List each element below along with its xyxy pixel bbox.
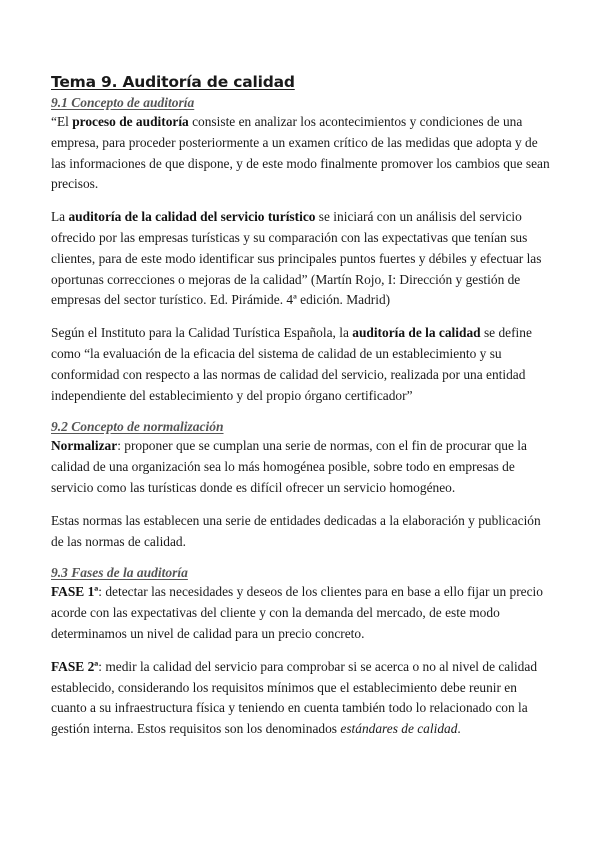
bold-term: auditoría de la calidad: [352, 325, 481, 341]
bold-term: FASE 2ª: [51, 658, 99, 674]
italic-term: estándares de calidad: [340, 721, 458, 737]
bold-term: Normalizar: [51, 438, 118, 454]
document-page: [51, 72, 551, 740]
paragraph-icte-definition: Según el Instituto para la Calidad Turística Española, la auditoría de la calidad se define como “la evaluación de la eficacia del sistema de calidad de un establecimiento y su conformidad con respecto a las normas de calidad del servicio, realizada por una entidad independiente del establecimiento y del propio órgano certificador”: [51, 325, 532, 403]
bold-term: auditoría de la calidad del servicio turístico: [68, 209, 316, 225]
section-heading-normalization: 9.2 Concepto de normalización: [51, 419, 224, 435]
paragraph-phase-2: FASE 2ª: medir la calidad del servicio para comprobar si se acerca o no al nivel de calidad establecido, considerando los requisitos mínimos que el establecimiento debe reunir en cuanto a su infraestructura física y teniendo en cuenta también todo lo relacionado con la gestión interna. Estos requisitos son los denominados estándares de calidad.: [51, 658, 538, 737]
section-heading-audit-phases: 9.3 Fases de la auditoría: [51, 565, 188, 581]
paragraph-phase-1: FASE 1ª: detectar las necesidades y deseos de los clientes para en base a ello fijar un precio acorde con las expectativas del cliente y con la demanda del mercado, de este modo determinamos un nivel de calidad para un precio concreto.: [51, 584, 543, 641]
paragraph-normalize-definition: Normalizar: proponer que se cumplan una serie de normas, con el fin de procurar que la calidad de una organización sea lo más homogénea posible, sobre todo en empresas de servicio como las turísticas donde es difícil ofrecer un servicio homogéneo.: [51, 438, 527, 495]
bold-term: FASE 1ª: [51, 584, 99, 600]
section-heading-audit-concept: 9.1 Concepto de auditoría: [51, 95, 195, 110]
paragraph-norm-entities: Estas normas las establecen una serie de entidades dedicadas a la elaboración y publicación de las normas de calidad.: [51, 512, 541, 549]
paragraph-tourism-quality-audit: La auditoría de la calidad del servicio turístico se iniciará con un análisis del servicio ofrecido por las empresas turísticas y su comparación con las expectativas que tenían sus clientes, para de este modo identificar sus principales puntos fuertes y débiles y efectuar las oportunas correcciones o mejoras de la calidad” (Martín Rojo, I: Dirección y gestión de empresas del sector turístico. Ed. Pirámide. 4ª edición. Madrid): [51, 209, 542, 308]
paragraph-audit-process: “El proceso de auditoría consiste en analizar los acontecimientos y condiciones de una empresa, para proceder posteriormente a un examen crítico de las medidas que adopta y de las informaciones de que dispone, y de este modo finalmente promover los cambios que sean precisos.: [51, 114, 550, 192]
document-title: Tema 9. Auditoría de calidad: [51, 73, 295, 91]
bold-term: proceso de auditoría: [72, 114, 189, 129]
